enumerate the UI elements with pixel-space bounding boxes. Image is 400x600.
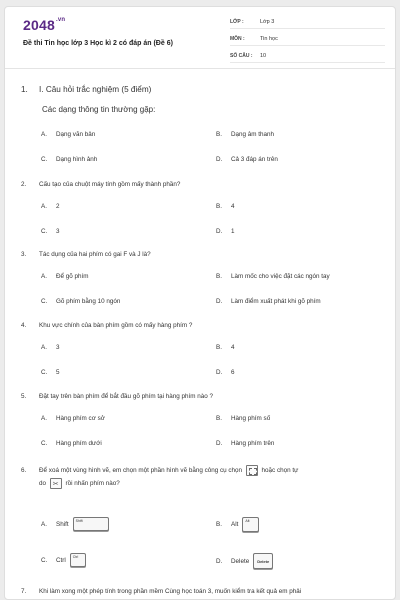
option-b[interactable]: B. Làm mốc cho việc đặt các ngón tay [216, 273, 330, 280]
option-a[interactable]: A. Hàng phím cơ sở [41, 415, 105, 422]
exam-sheet [4, 6, 396, 600]
option-b[interactable]: B. 4 [216, 344, 235, 351]
question-6: 6. Để xoá một vùng hình vẽ, em chọn một phần hình vẽ bằng công cụ chọn hoặc chọn tự do ✂ rồi nhấn phím nào? [21, 464, 391, 490]
option-a[interactable]: A. Dạng văn bản [41, 131, 96, 138]
delete-key-icon: Delete [253, 553, 273, 569]
free-select-icon [50, 478, 62, 489]
question-2-options [41, 203, 381, 238]
meta-count: SỐ CÂU : 10 [230, 49, 385, 63]
exam-header [5, 7, 395, 69]
rectangle-select-icon [246, 465, 258, 476]
question-1: 1. I. Câu hỏi trắc nghiệm (5 điểm) [21, 85, 152, 94]
question-6-options [41, 517, 381, 569]
option-c[interactable]: C. Hàng phím dưới [41, 440, 102, 447]
option-d[interactable]: D. Cả 3 đáp án trên [216, 156, 278, 163]
option-d[interactable]: D. Hàng phím trên [216, 440, 275, 447]
option-c[interactable]: C. Dạng hình ảnh [41, 156, 98, 163]
meta-class: LỚP : Lớp 3 [230, 15, 385, 29]
option-b[interactable]: B. Hàng phím số [216, 415, 271, 422]
option-c[interactable]: C. 3 [41, 228, 60, 235]
option-a[interactable]: A. Để gõ phím [41, 273, 89, 280]
question-3: 3. Tác dụng của hai phím có gai F và J là? [21, 251, 151, 258]
option-d[interactable]: D. 1 [216, 228, 235, 235]
alt-key-icon: Alt [242, 517, 259, 532]
exam-meta [230, 15, 385, 66]
option-d[interactable]: D. Delete Delete [216, 553, 273, 569]
option-c[interactable]: C. Gõ phím bằng 10 ngón [41, 298, 121, 305]
meta-subject: MÔN : Tin học [230, 32, 385, 46]
option-b[interactable]: B. Alt Alt [216, 517, 259, 532]
option-a[interactable]: A. 2 [41, 203, 60, 210]
exam-title: Đề thi Tin học lớp 3 Học kì 2 có đáp án (Đề 6) [23, 40, 173, 47]
question-5-options [41, 415, 381, 450]
question-4-options [41, 344, 381, 379]
option-a[interactable]: A. 3 [41, 344, 60, 351]
option-b[interactable]: B. 4 [216, 203, 235, 210]
option-b[interactable]: B. Dạng âm thanh [216, 131, 275, 138]
question-2: 2. Cấu tạo của chuột máy tính gồm mấy thành phần? [21, 181, 181, 188]
option-c[interactable]: C. 5 [41, 369, 60, 376]
question-5: 5. Đặt tay trên bàn phím để bắt đầu gõ phím tại hàng phím nào ? [21, 393, 213, 400]
shift-key-icon: Shift [73, 517, 109, 531]
site-logo[interactable]: $2048^{.vn}$ [23, 17, 66, 33]
option-d[interactable]: D. Làm điểm xuất phát khi gõ phím [216, 298, 321, 305]
question-7: 7. Khi làm xong một phép tính trong phần mềm Cùng học toán 3, muốn kiểm tra kết quả em phải [21, 588, 302, 595]
option-d[interactable]: D. 6 [216, 369, 235, 376]
option-a[interactable]: A. Shift Shift [41, 517, 109, 531]
question-3-options [41, 273, 381, 308]
question-4: 4. Khu vực chính của bàn phím gồm có mấy hàng phím ? [21, 322, 193, 329]
question-1-prompt: Các dạng thông tin thường gặp: [42, 105, 156, 114]
option-c[interactable]: C. Ctrl Ctrl [41, 553, 86, 567]
question-1-options [41, 131, 381, 166]
ctrl-key-icon: Ctrl [70, 553, 86, 567]
